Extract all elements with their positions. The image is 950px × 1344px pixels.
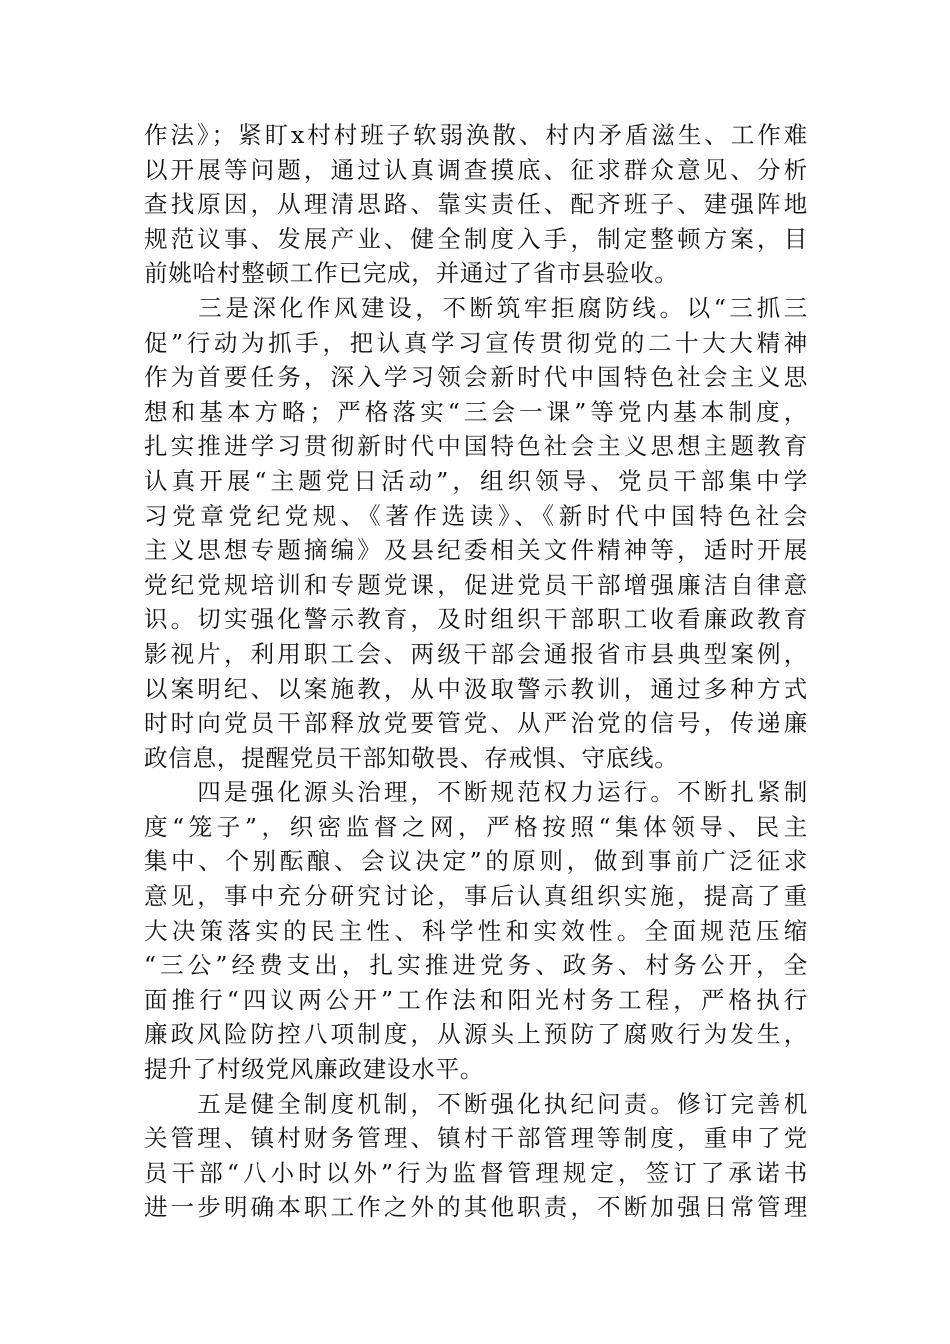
text-line: 进一步明确本职工作之外的其他职责，不断加强日常管理 [144, 1193, 808, 1222]
paragraph-institutional-mechanism [144, 1087, 808, 1225]
text-line: 时时向党员干部释放党要管党、从严治党的信号，传递廉 [144, 709, 808, 738]
text-line: 以开展等问题，通过认真调查摸底、征求群众意见、分析 [144, 155, 808, 184]
text-line: 以案明纪、以案施教，从中汲取警示教训，通过多种方式 [144, 674, 808, 703]
text-line: 想和基本方略；严格落实“三会一课”等党内基本制度， [144, 397, 808, 426]
text-line: 员干部“八小时以外”行为监督管理规定，签订了承诺书 [144, 1158, 808, 1187]
text-line: 主义思想专题摘编》及县纪委相关文件精神等，适时开展 [144, 536, 808, 565]
text-line: 四是强化源头治理，不断规范权力运行。不断扎紧制 [144, 778, 808, 807]
text-line: 规范议事、发展产业、健全制度入手，制定整顿方案，目 [144, 224, 808, 253]
text-line: 度“笼子”，织密监督之网，严格按照“集体领导、民主 [144, 812, 808, 841]
document-body [144, 118, 808, 1225]
text-line: 前姚哈村整顿工作已完成，并通过了省市县验收。 [144, 259, 679, 288]
text-line: 习党章党纪党规、《著作选读》、《新时代中国特色社会 [144, 501, 808, 530]
text-line: 集中、个别酝酿、会议决定”的原则，做到事前广泛征求 [144, 847, 808, 876]
text-line: 识。切实强化警示教育，及时组织干部职工收看廉政教育 [144, 605, 808, 634]
paragraph-rectification [144, 118, 808, 291]
text-line: 作法》；紧盯x村村班子软弱涣散、村内矛盾滋生、工作难 [144, 121, 808, 149]
text-line: 面推行“四议两公开”工作法和阳光村务工程，严格执行 [144, 985, 808, 1014]
text-line: 作为首要任务，深入学习领会新时代中国特色社会主义思 [144, 363, 808, 392]
paragraph-style-building [144, 291, 808, 775]
text-line: 大决策落实的民主性、科学性和实效性。全面规范压缩 [144, 916, 808, 945]
paragraph-source-governance [144, 775, 808, 1086]
text-line: 关管理、镇村财务管理、镇村干部管理等制度，重申了党 [144, 1124, 808, 1153]
text-line: 政信息，提醒党员干部知敬畏、存戒惧、守底线。 [144, 743, 679, 772]
text-line: 提升了村级党风廉政建设水平。 [144, 1055, 485, 1084]
text-line: “三公”经费支出，扎实推进党务、政务、村务公开，全 [144, 951, 808, 980]
text-line: 廉政风险防控八项制度，从源头上预防了腐败行为发生， [144, 1020, 808, 1049]
text-line: 扎实推进学习贯彻新时代中国特色社会主义思想主题教育 [144, 432, 808, 461]
text-line: 促”行动为抓手，把认真学习宣传贯彻党的二十大大精神 [144, 328, 808, 357]
text-line: 意见，事中充分研究讨论，事后认真组织实施，提高了重 [144, 882, 808, 911]
text-line: 查找原因，从理清思路、靠实责任、配齐班子、建强阵地 [144, 190, 808, 219]
text-line: 认真开展“主题党日活动”，组织领导、党员干部集中学 [144, 466, 808, 495]
text-line: 三是深化作风建设，不断筑牢拒腐防线。以“三抓三 [144, 293, 808, 322]
text-line: 五是健全制度机制，不断强化执纪问责。修订完善机 [144, 1089, 808, 1118]
text-line: 影视片，利用职工会、两级干部会通报省市县典型案例， [144, 639, 808, 668]
text-line: 党纪党规培训和专题党课，促进党员干部增强廉洁自律意 [144, 570, 808, 599]
